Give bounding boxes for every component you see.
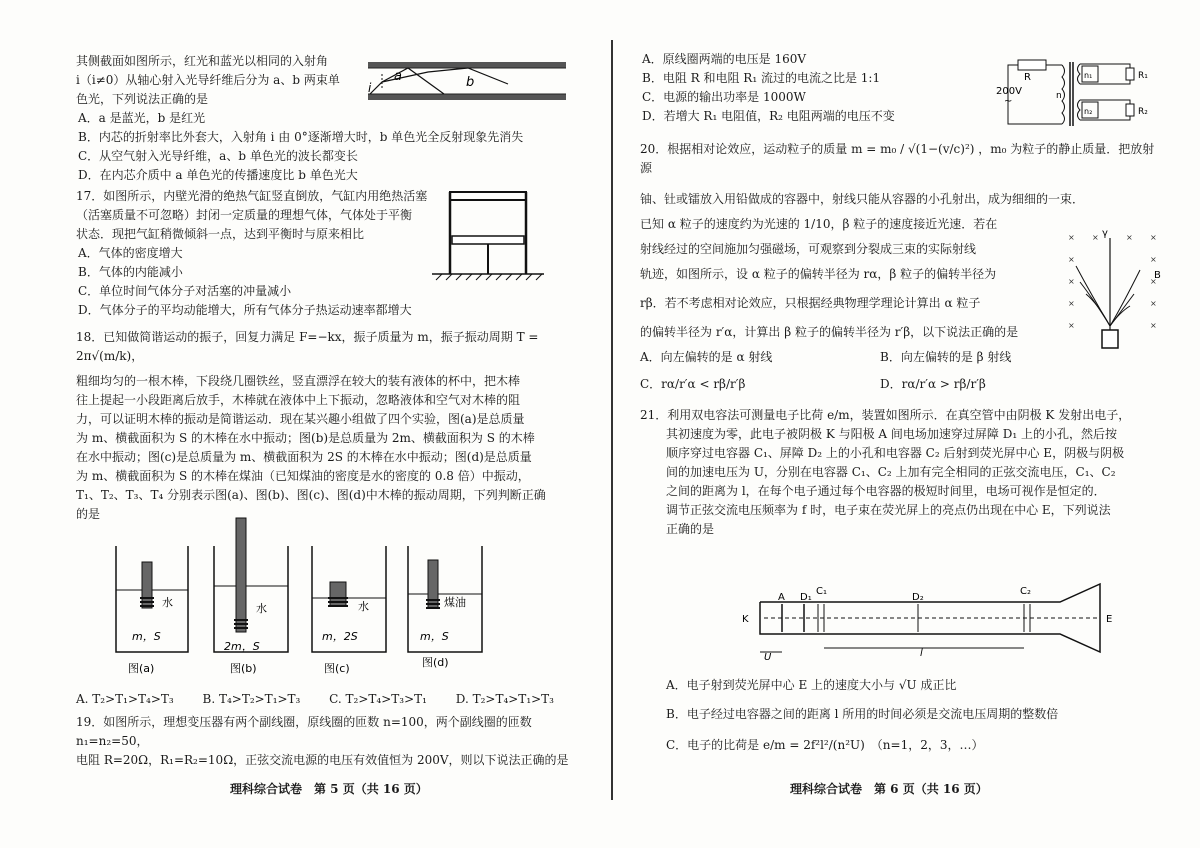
svg-text:×: × — [1092, 233, 1099, 242]
fig-b-label: 2m，S — [224, 640, 260, 653]
q18-option-c: C. T₂>T₄>T₃>T₁ — [329, 692, 427, 706]
fig-c-caption: 图(c) — [324, 662, 350, 675]
question-18 — [76, 328, 576, 524]
q18-line5: 为 m、横截面积为 S 的木棒在水中振动；图(b)是总质量为 2m、横截面积为 S 的木棒 — [76, 431, 535, 445]
q18-line1: 18．已知做简谐运动的振子，回复力满足 F=−kx，振子质量为 m，振子振动周期 T = 2π√(m/k)， — [76, 330, 539, 363]
fig-C2: C₂ — [1020, 586, 1031, 597]
fig-A: A — [778, 592, 785, 603]
fig-gamma: γ — [1102, 228, 1108, 239]
fig-D2: D₂ — [912, 592, 924, 603]
q21-line1: 21．利用双电容法可测量电子比荷 e/m，装置如图所示．在真空管中由阴极 K 发射出电子， — [640, 408, 1131, 422]
q17-option-a: A．气体的密度增大 — [78, 246, 183, 260]
q19-option-b: B．电阻 R 和电阻 R₁ 流过的电流之比是 1:1 — [642, 71, 881, 85]
q20-option-b: B．向左偏转的是 β 射线 — [880, 350, 1012, 364]
svg-text:×: × — [1068, 277, 1075, 286]
q16-line1: 其侧截面如图所示，红光和蓝光以相同的入射角 — [76, 54, 329, 68]
fig-b-liquid: 水 — [256, 602, 267, 615]
radiation-field-figure — [1064, 226, 1164, 356]
fig-d-caption: 图(d) — [422, 656, 449, 669]
fig-D1: D₁ — [800, 592, 812, 603]
q17-line2: （活塞质量不可忽略）封闭一定质量的理想气体，气体处于平衡 — [76, 208, 413, 222]
svg-text:×: × — [1068, 299, 1075, 308]
question-21 — [640, 406, 1160, 539]
fig-a-caption: 图(a) — [128, 662, 155, 675]
circ-R: R — [1024, 72, 1031, 83]
q17-option-b: B．气体的内能减小 — [78, 265, 183, 279]
q18-line3: 往上提起一小段距离后放手，木棒就在液体中上下振动，忽略液体和空气对木棒的阻 — [76, 393, 521, 407]
q18-options — [76, 690, 554, 709]
fig-a-liquid: 水 — [162, 596, 173, 609]
q18-line8: T₁、T₂、T₃、T₄ 分别表示图(a)、图(b)、图(c)、图(d)中木棒的振动周期，下列判断正确 — [76, 488, 546, 502]
q21-line6: 调节正弦交流电压频率为 f 时，电子束在荧光屏上的亮点仍出现在中心 E，下列说法 — [666, 503, 1111, 517]
fig-B: B — [1154, 270, 1161, 281]
fig-d-liquid: 煤油 — [444, 596, 466, 609]
floating-sticks-figure — [110, 512, 550, 680]
fig-c-liquid: 水 — [358, 600, 369, 613]
q16-option-a: A．a 是蓝光，b 是红光 — [78, 111, 206, 125]
fig-c — [312, 546, 386, 675]
q20-mass-formula: m₀ / √(1−(v/c)²) — [880, 142, 975, 156]
svg-text:×: × — [1068, 255, 1075, 264]
q17-line3: 状态．现把气缸稍微倾斜一点，达到平衡时与原来相比 — [76, 227, 365, 241]
left-column — [76, 52, 576, 524]
q17-line1: 17．如图所示，内壁光滑的绝热气缸竖直倒放，气缸内用绝热活塞 — [76, 189, 428, 203]
q16-option-b: B．内芯的折射率比外套大，入射角 i 由 0°逐渐增大时，b 单色光全反射现象先消失 — [78, 130, 524, 144]
q19-line2: 电阻 R=20Ω，R₁=R₂=10Ω，正弦交流电源的电压有效值恒为 200V，则以下说法正确的是 — [76, 753, 569, 767]
q18-line7: 为 m、横截面积为 S 的木棒在煤油（已知煤油的密度是水的密度的 0.8 倍）中振动， — [76, 469, 530, 483]
q20-options-cd — [640, 375, 1120, 394]
fig-K: K — [742, 614, 749, 625]
optical-fiber-figure — [368, 58, 568, 108]
q19-option-a: A．原线圈两端的电压是 160V — [642, 52, 807, 66]
field-cross-marks — [1068, 233, 1157, 330]
q17-option-d: D．气体分子的平均动能增大，所有气体分子热运动速率都增大 — [78, 303, 412, 317]
q21-line5: 之间的距离为 l，在每个电子通过每个电容器的极短时间里，电场可视作是恒定的． — [666, 484, 1106, 498]
transformer-figure — [996, 54, 1150, 134]
q20-line7: 的偏转半径为 r′α，计算出 β 粒子的偏转半径为 r′β，以下说法正确的是 — [640, 325, 1019, 339]
q18-option-d: D. T₂>T₄>T₁>T₃ — [455, 692, 554, 706]
q16-line3: 色光，下列说法正确的是 — [76, 92, 209, 106]
q20-line1 — [640, 140, 1160, 178]
q21-line2: 其初速度为零，此电子被阴极 K 与阳极 A 间电场加速穿过屏障 D₁ 上的小孔，然后按 — [666, 427, 1117, 441]
q18-option-b: B. T₄>T₂>T₁>T₃ — [202, 692, 301, 706]
q16-option-d: D．在内芯介质中 a 单色光的传播速度比 b 单色光大 — [78, 168, 358, 182]
q21-line7: 正确的是 — [666, 522, 715, 536]
q20-line6: rβ．若不考虑相对论效应，只根据经典物理学理论计算出 α 粒子 — [640, 296, 981, 310]
fig-label-i: i — [368, 81, 372, 95]
circ-n1: n₁ — [1084, 71, 1093, 80]
fig-label-b: b — [466, 75, 475, 90]
circ-n2: n₂ — [1084, 107, 1093, 116]
circ-n: n — [1056, 91, 1062, 101]
svg-text:×: × — [1150, 277, 1157, 286]
q20-line3: 已知 α 粒子的速度约为光速的 1/10，β 粒子的速度接近光速．若在 — [640, 217, 998, 231]
q21-option-b: B．电子经过电容器之间的距离 l 所用的时间必须是交流电压周期的整数倍 — [666, 707, 1059, 721]
q20-line2: 铀、钍或镭放入用铅做成的容器中，射线只能从容器的小孔射出，成为细细的一束． — [640, 192, 1085, 206]
q18-line9: 的是 — [76, 507, 101, 521]
q20-option-d: D．rα/r′α > rβ/r′β — [880, 377, 986, 391]
q18-line6: 在水中振动；图(c)是总质量为 m、横截面积为 2S 的木棒在水中振动；图(d)是总质量 — [76, 450, 532, 464]
fig-l: l — [920, 648, 923, 659]
svg-text:×: × — [1150, 299, 1157, 308]
svg-text:×: × — [1150, 233, 1157, 242]
q21-option-c: C．电子的比荷是 e/m = 2f²l²/(n²U) （n=1，2，3，…） — [666, 738, 984, 752]
q18-line2: 粗细均匀的一根木棒，下段绕几圈铁丝，竖直漂浮在较大的装有液体的杯中，把木棒 — [76, 374, 521, 388]
svg-text:×: × — [1150, 321, 1157, 330]
fig-a — [116, 546, 188, 675]
q20-line4: 射线经过的空间施加匀强磁场，可观察到分裂成三束的实际射线 — [640, 242, 977, 256]
q21-option-a: A．电子射到荧光屏中心 E 上的速度大小与 √U 成正比 — [666, 678, 957, 692]
page-footer-left: 理科综合试卷 第 5 页（共 16 页） — [230, 782, 428, 796]
fig-label-a: a — [394, 69, 402, 84]
q20-line5: 轨迹，如图所示，设 α 粒子的偏转半径为 rα，β 粒子的偏转半径为 — [640, 267, 997, 281]
circ-ac-symbol: ~ — [1004, 96, 1013, 107]
q16-line2: i（i≠0）从轴心射入光导纤维后分为 a、b 两束单 — [76, 73, 340, 87]
page-divider — [611, 40, 613, 800]
svg-text:×: × — [1068, 233, 1075, 242]
fig-c-label: m，2S — [322, 630, 358, 643]
fig-U: U — [764, 652, 772, 663]
fig-d-label: m，S — [420, 630, 449, 643]
fig-C1: C₁ — [816, 586, 827, 597]
q18-option-a: A. T₂>T₁>T₄>T₃ — [76, 692, 174, 706]
q21-options — [640, 676, 1160, 755]
q19-option-d: D．若增大 R₁ 电阻值，R₂ 电阻两端的电压不变 — [642, 109, 895, 123]
vacuum-tube-figure — [740, 582, 1160, 662]
circ-voltage: 200V — [996, 86, 1022, 97]
svg-text:×: × — [1068, 321, 1075, 330]
q20-option-a: A．向左偏转的是 α 射线 — [640, 350, 773, 364]
svg-text:×: × — [1150, 255, 1157, 264]
q20-options-ab — [640, 348, 1120, 367]
page-footer-right: 理科综合试卷 第 6 页（共 16 页） — [790, 782, 988, 796]
fig-b — [214, 518, 288, 675]
fig-a-label: m，S — [132, 630, 161, 643]
q16-option-c: C．从空气射入光导纤维，a、b 单色光的波长都变长 — [78, 149, 358, 163]
q17-option-c: C．单位时间气体分子对活塞的冲量减小 — [78, 284, 292, 298]
q20-line1a: 20．根据相对论效应，运动粒子的质量 m = — [640, 142, 877, 156]
q21-line3: 顺序穿过电容器 C₁、屏障 D₂ 上的小孔和电容器 C₂ 后射到荧光屏中心 E，阴极与阴极 — [666, 446, 1125, 460]
q20-line1b: ，m₀ 为粒子的静止质量．把放射源 — [640, 142, 1155, 175]
circ-R2: R₂ — [1138, 107, 1148, 117]
q21-line4: 间的加速电压为 U，分别在电容器 C₁、C₂ 上加有完全相同的正弦交流电压，C₁、C₂ — [666, 465, 1116, 479]
fig-E: E — [1106, 614, 1113, 625]
circ-R1: R₁ — [1138, 71, 1148, 81]
fig-d — [408, 546, 482, 669]
cylinder-figure — [428, 188, 548, 288]
q20-option-c: C．rα/r′α < rβ/r′β — [640, 377, 746, 391]
fig-b-caption: 图(b) — [230, 662, 257, 675]
q19-option-c: C．电源的输出功率是 1000W — [642, 90, 806, 104]
svg-text:×: × — [1126, 233, 1133, 242]
q18-line4: 力，可以证明木棒的振动是简谐运动．现在某兴趣小组做了四个实验，图(a)是总质量 — [76, 412, 525, 426]
q19-line1: 19．如图所示，理想变压器有两个副线圈，原线圈的匝数 n=100，两个副线圈的匝数 n₁=n₂=50， — [76, 715, 532, 748]
q18-options-and-q19 — [76, 690, 576, 770]
